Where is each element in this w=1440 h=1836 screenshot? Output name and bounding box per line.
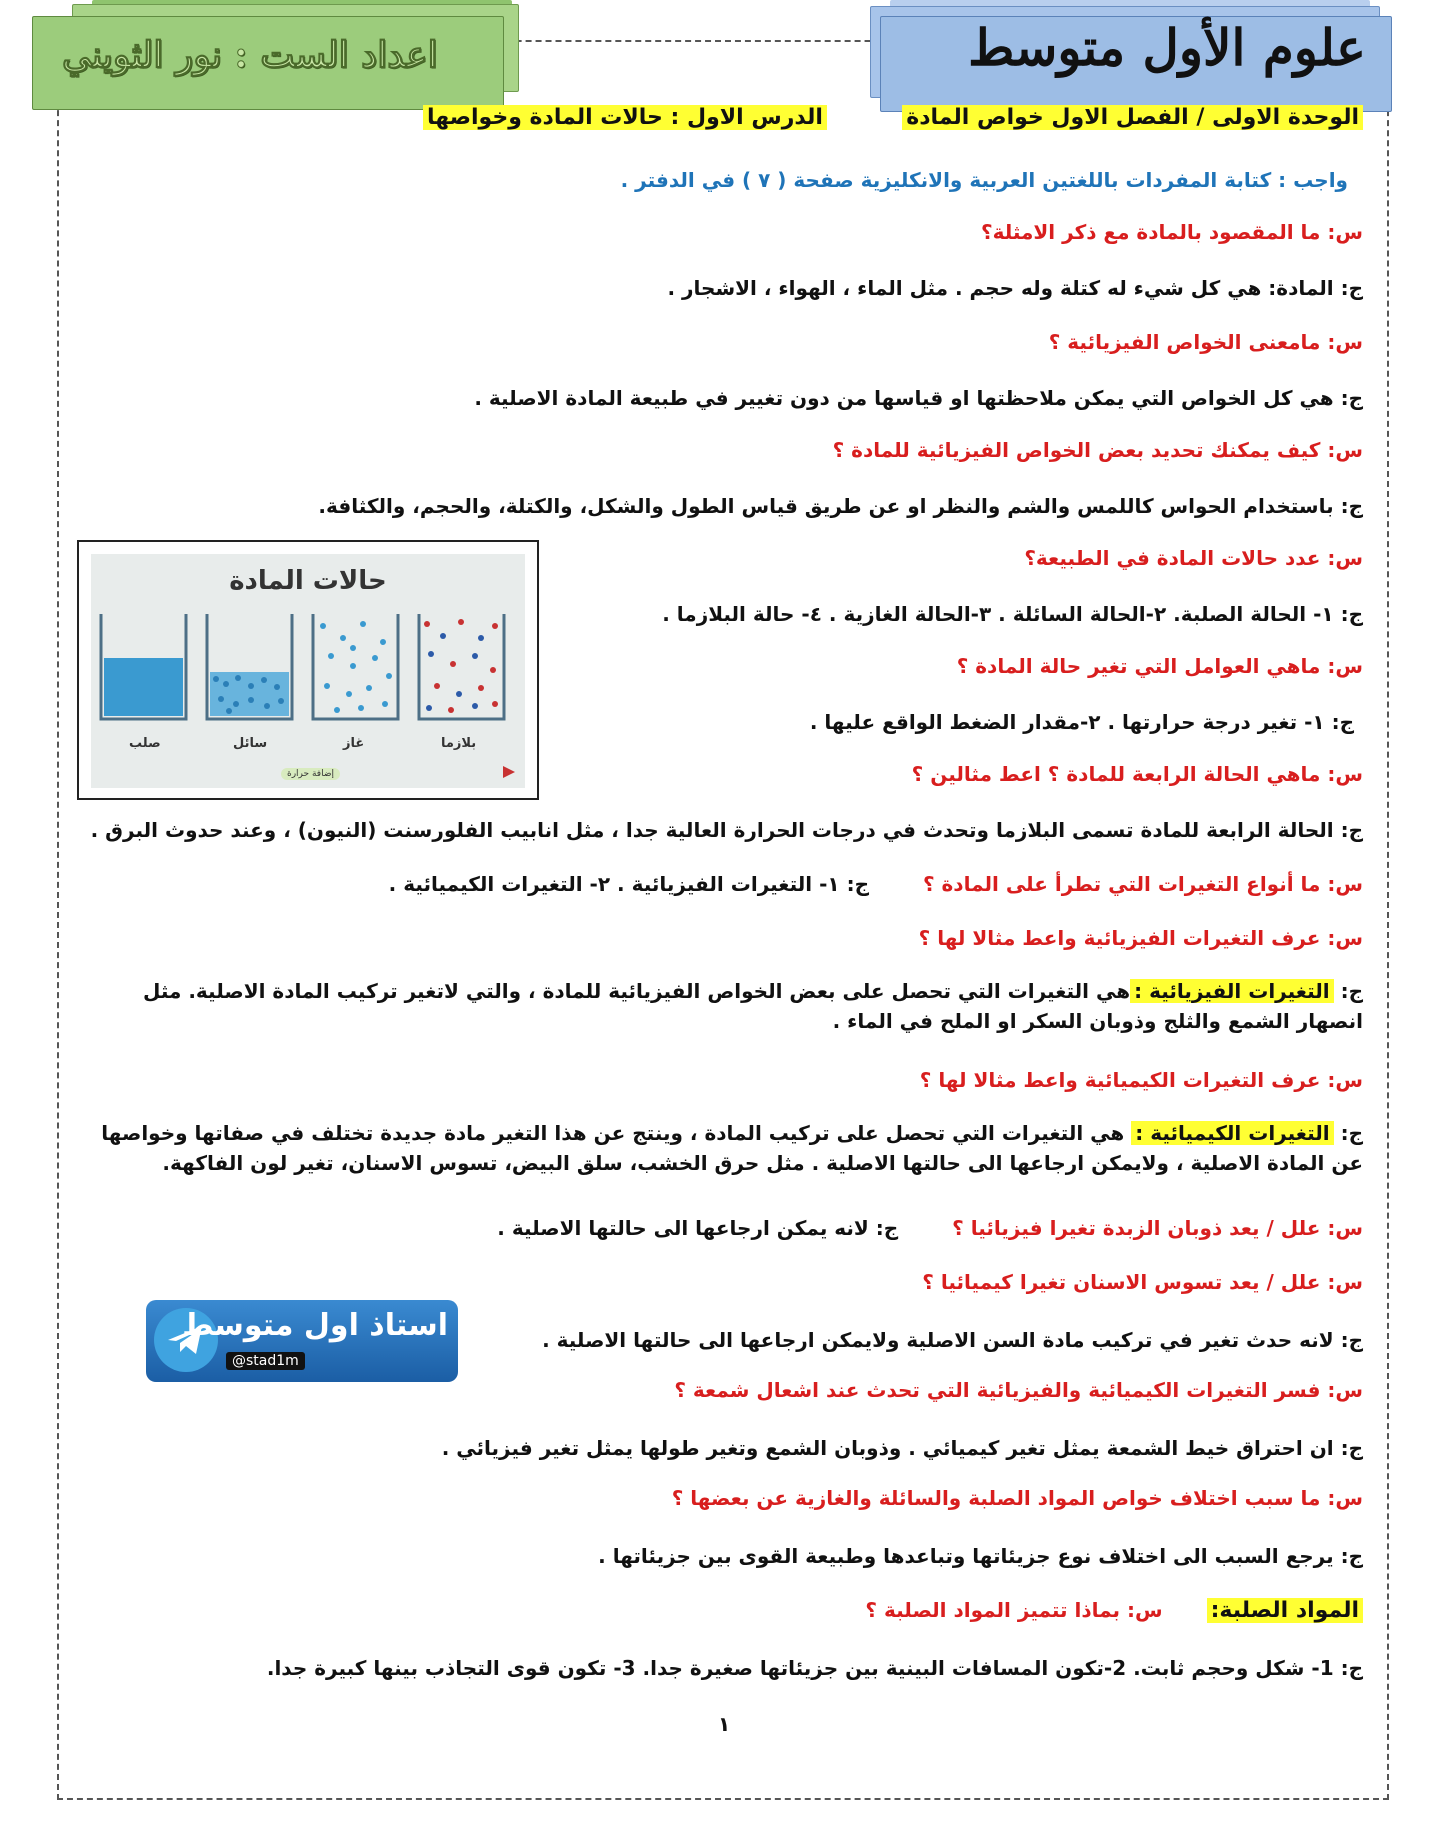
answer-7: ج: ١- التغيرات الفيزيائية . ٢- التغيرات الكيميائية . [388,872,869,896]
lesson-label: الدرس الاول : حالات المادة وخواصها [423,105,827,130]
figure-panel [91,554,525,788]
author-ribbon [32,0,517,108]
answer-9-term: التغيرات الكيميائية : [1131,1121,1333,1145]
question-9: س: عرف التغيرات الكيميائية واعط مثالا لها ؟ [919,1068,1363,1092]
answer-9-prefix: ج: [1340,1121,1363,1145]
question-12: س: فسر التغيرات الكيميائية والفيزيائية التي تحدث عند اشعال شمعة ؟ [674,1378,1363,1402]
author-title: اعداد الست : نور الثويني [62,34,438,76]
q7-row [389,870,1363,898]
answer-12: ج: ان احتراق خيط الشمعة يمثل تغير كيميائي . وذوبان الشمع وتغير طولها يمثل تغير فيزيائي . [441,1436,1363,1460]
question-3: س: كيف يمكنك تحديد بعض الخواص الفيزيائية للمادة ؟ [832,438,1363,462]
q10-row [497,1214,1363,1242]
subject-title: علوم الأول متوسط [968,18,1366,77]
question-1: س: ما المقصود بالمادة مع ذكر الامثلة؟ [980,220,1363,244]
lesson-line [423,104,1363,132]
answer-8 [73,976,1363,1036]
states-of-matter-figure [77,540,539,800]
telegram-handle: @stad1m [226,1352,305,1370]
question-10: س: علل / يعد ذوبان الزبدة تغيرا فيزيائيا ؟ [952,1216,1363,1240]
question-11: س: علل / يعد تسوس الاسنان تغيرا كيميائيا ؟ [922,1270,1363,1294]
subject-ribbon [870,0,1390,110]
answer-9 [73,1118,1363,1178]
unit-label: الوحدة الاولى / الفصل الاول خواص المادة [902,105,1363,130]
liquid-fill [210,672,289,716]
label-gas: غاز [343,736,365,751]
figure-title: حالات المادة [229,566,387,596]
answer-6: ج: الحالة الرابعة للمادة تسمى البلازما وتحدث في درجات الحرارة العالية جدا ، مثل انابيب الفلورسنت (النيون) ، وعند حدوث البرق . [90,818,1363,842]
question-2: س: مامعنى الخواص الفيزيائية ؟ [1048,330,1363,354]
label-liquid: سائل [233,736,268,751]
answer-11: ج: لانه حدث تغير في تركيب مادة السن الاصلية ولايمكن ارجاعها الى حالتها الاصلية . [542,1328,1363,1352]
question-7: س: ما أنواع التغيرات التي تطرأ على المادة ؟ [922,872,1363,896]
answer-10: ج: لانه يمكن ارجاعها الى حالتها الاصلية . [497,1216,899,1240]
beakers-graphic [91,554,525,788]
label-solid: صلب [129,736,161,751]
solids-row [865,1596,1363,1625]
answer-13: ج: يرجع السبب الى اختلاف نوع جزيئاتها وتباعدها وطبيعة القوى بين جزيئاتها . [598,1544,1363,1568]
heat-arrow-head [503,766,515,778]
answer-14: ج: 1- شكل وحجم ثابت. 2-تكون المسافات البينية بين جزيئاتها صغيرة جدا. 3- تكون قوى التجاذب بينها كبيرة جدا. [266,1656,1363,1680]
question-4: س: عدد حالات المادة في الطبيعة؟ [1024,546,1363,570]
question-14: س: بماذا تتميز المواد الصلبة ؟ [865,1598,1163,1622]
homework-note: واجب : كتابة المفردات باللغتين العربية والانكليزية صفحة ( ٧ ) في الدفتر . [620,168,1348,192]
heat-label: إضافة حرارة [281,768,340,780]
page-number: ١ [718,1712,731,1736]
question-6: س: ماهي الحالة الرابعة للمادة ؟ اعط مثالين ؟ [911,762,1363,786]
answer-2: ج: هي كل الخواص التي يمكن ملاحظتها او قياسها من دون تغيير في طبيعة المادة الاصلية . [474,386,1363,410]
solids-heading: المواد الصلبة: [1207,1598,1363,1623]
gas-particles [320,621,392,713]
telegram-channel-name: استاذ اول متوسط [182,1308,448,1343]
answer-8-term: التغيرات الفيزيائية : [1130,979,1334,1003]
plasma-particles [424,619,498,713]
solid-fill [104,658,183,716]
label-plasma: بلازما [441,736,477,751]
answer-1: ج: المادة: هي كل شيء له كتلة وله حجم . مثل الماء ، الهواء ، الاشجار . [667,276,1363,300]
answer-5: ج: ١- تغير درجة حرارتها . ٢-مقدار الضغط الواقع عليها . [809,710,1354,734]
answer-9-body: هي التغيرات التي تحصل على تركيب المادة ، وينتج عن هذا التغير مادة جديدة تختلف في صفاتها وخواصها عن المادة الاصلية ، ولايمكن ارجاعها الى حالتها الاصلية . مثل حرق الخشب، سلق البيض، تسوس الاسنان، تغير لون الفاكهة. [101,1121,1363,1175]
telegram-badge[interactable] [146,1300,458,1382]
answer-3: ج: باستخدام الحواس كاللمس والشم والنظر او عن طريق قياس الطول والشكل، والكتلة، والحجم، والكثافة. [318,494,1363,518]
question-13: س: ما سبب اختلاف خواص المواد الصلبة والسائلة والغازية عن بعضها ؟ [671,1486,1363,1510]
question-5: س: ماهي العوامل التي تغير حالة المادة ؟ [956,654,1363,678]
page-frame [57,40,1389,1800]
answer-4: ج: ١- الحالة الصلبة. ٢-الحالة السائلة . ٣-الحالة الغازية . ٤- حالة البلازما . [662,602,1363,626]
answer-8-body: هي التغيرات التي تحصل على بعض الخواص الفيزيائية للمادة ، والتي لاتغير تركيب المادة الاصلية. مثل انصهار الشمع والثلج وذوبان السكر او الملح في الماء . [142,979,1363,1033]
question-8: س: عرف التغيرات الفيزيائية واعط مثالا لها ؟ [918,926,1363,950]
answer-8-prefix: ج: [1340,979,1363,1003]
